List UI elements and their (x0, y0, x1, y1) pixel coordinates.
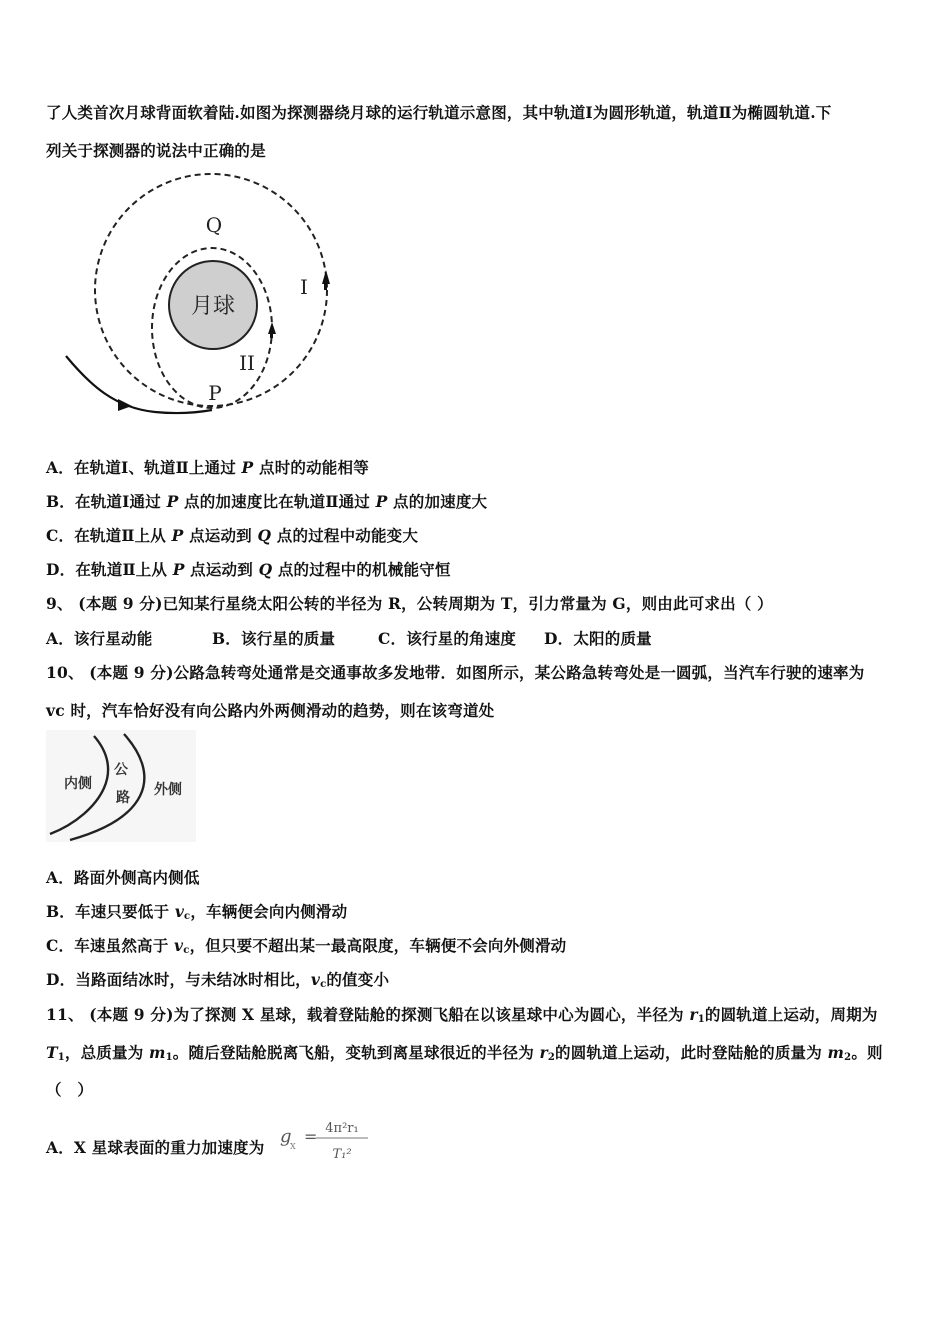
q10-option-d: D．当路面结冰时，与未结冰时相比，$v_c$的值变小 (46, 970, 390, 990)
q9-option-c: C．该行星的角速度 (378, 629, 517, 648)
orbit-one-arrow-icon (322, 270, 330, 284)
q11-option-a: A．X 星球表面的重力加速度为 (46, 1138, 265, 1157)
formula-g-sub: X (290, 1142, 296, 1151)
road-label-inner: 内侧 (64, 776, 92, 792)
formula-equals: = (304, 1127, 318, 1146)
road-curve-figure (46, 730, 196, 842)
q9-option-b: B．该行星的质量 (212, 629, 336, 648)
gravity-formula (278, 1112, 388, 1168)
question-11-line1: 11、 (本题 9 分)为了探测 X 星球，载着登陆舱的探测飞船在以该星球中心为圆心，半径为 $r_1$的圆轨道上运动，周期为 (46, 1005, 878, 1025)
option-c: C．在轨道Ⅱ上从 P 点运动到 Q 点的过程中动能变大 (46, 526, 419, 545)
question-11-line3: （ ） (46, 1080, 94, 1099)
question-intro-line1: 了人类首次月球背面软着陆.如图为探测器绕月球的运行轨道示意图，其中轨道Ⅰ为圆形轨道，轨道Ⅱ为椭圆轨道.下 (46, 103, 832, 122)
question-11-line2: $T_1$，总质量为 $m_1$。随后登陆舱脱离飞船，变轨到离星球很近的半径为 $r_2$的圆轨道上运动，此时登陆舱的质量为 $m_2$。则 (46, 1043, 883, 1063)
road-label-road1: 公 (114, 762, 128, 778)
q10-option-a: A．路面外侧高内侧低 (46, 868, 200, 887)
question-9-options (46, 627, 652, 649)
moon-label: 月球 (190, 294, 236, 319)
trajectory-arrow-icon (118, 399, 132, 411)
formula-denominator: T₁² (332, 1147, 352, 1162)
formula-numerator: 4π²r₁ (325, 1121, 359, 1136)
q10-option-c: C．车速虽然高于 $v_c$，但只要不超出某一最高限度，车辆便不会向外侧滑动 (46, 936, 567, 956)
option-a: A．在轨道Ⅰ、轨道Ⅱ上通过 P 点时的动能相等 (46, 458, 369, 477)
option-b: B．在轨道Ⅰ通过 P 点的加速度比在轨道Ⅱ通过 P 点的加速度大 (46, 492, 488, 511)
question-9-stem: 9、 (本题 9 分)已知某行星绕太阳公转的半径为 R，公转周期为 T，引力常量为 G，则由此可求出（ ） (46, 594, 773, 613)
road-label-outer: 外侧 (154, 782, 182, 798)
question-10-line1: 10、 (本题 9 分)公路急转弯处通常是交通事故多发地带．如图所示，某公路急转弯处是一圆弧，当汽车行驶的速率为 (46, 663, 865, 682)
question-10-line2: vc 时，汽车恰好没有向公路内外两侧滑动的趋势，则在该弯道处 (46, 701, 495, 720)
label-orbit-two: II (239, 351, 255, 375)
label-p: P (208, 381, 222, 405)
formula-g: g (280, 1126, 292, 1147)
label-orbit-one: I (300, 275, 308, 299)
option-d: D．在轨道Ⅱ上从 P 点运动到 Q 点的过程中的机械能守恒 (46, 560, 451, 579)
q10-option-b: B．车速只要低于 $v_c$，车辆便会向内侧滑动 (46, 902, 348, 922)
q9-option-a: A．该行星动能 (46, 629, 153, 648)
q9-option-d: D．太阳的质量 (544, 629, 652, 648)
question-intro-line2: 列关于探测器的说法中正确的是 (46, 141, 266, 160)
road-label-road2: 路 (116, 790, 130, 806)
label-q: Q (205, 213, 223, 237)
orbit-diagram (60, 170, 360, 420)
